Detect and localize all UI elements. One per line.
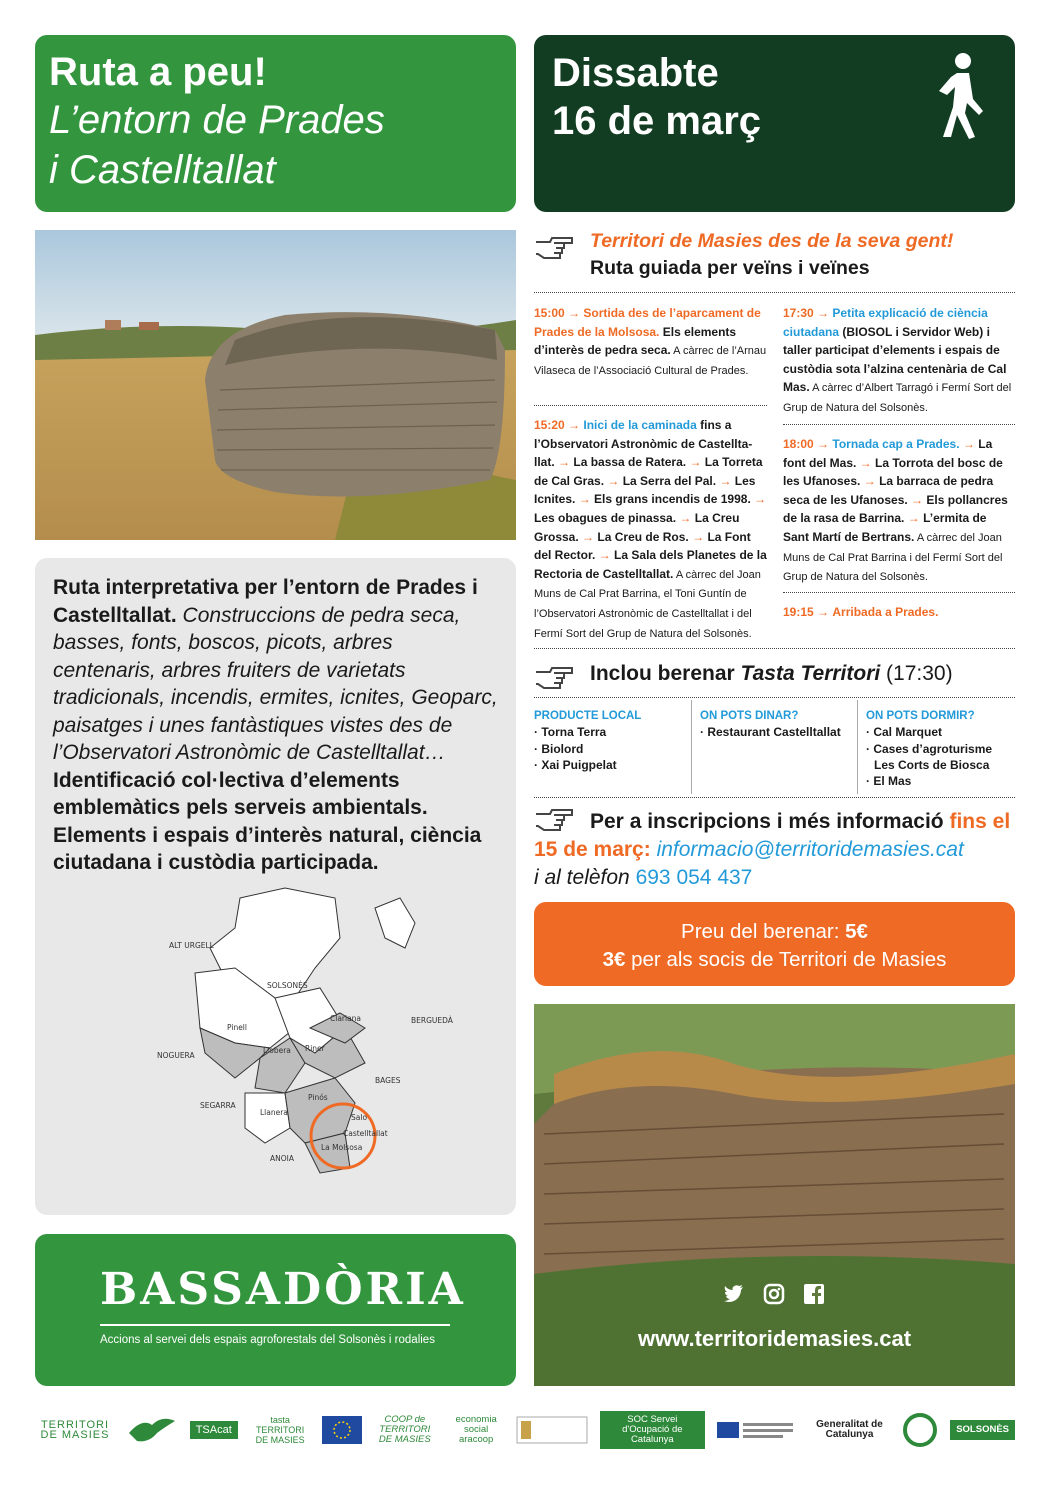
stop: La Font del Rector.: [534, 529, 751, 563]
title-box: [35, 35, 516, 212]
phone-number[interactable]: 693 054 437: [629, 866, 753, 889]
time-1915: 19:15: [783, 605, 814, 619]
list-item: · El Mas: [866, 774, 912, 789]
logo-aracoop: economia social aracoop: [455, 1414, 497, 1445]
map-label-noguera: NOGUERA: [157, 1051, 195, 1060]
list-item: · Torna Terra: [534, 725, 607, 740]
info-lead: Per a inscripcions i més informació: [590, 810, 944, 833]
sponsor-logos: [35, 1410, 1015, 1450]
map-label-pinell: Pinell: [227, 1023, 247, 1032]
intro-italic: Construccions de pedra seca, basses, fonts, boscos, picots, arbres centenaris, arbres fruiters de varietats tradicionals, incendis, ermites, icnites, Geoparc, paisatges i unes fantàstiques vistes des de l’Observatori Astronòmic de Castelltallat…: [53, 603, 498, 764]
divider: [534, 797, 1015, 798]
column-head: ON POTS DINAR?: [700, 710, 799, 722]
walking-person-icon: [929, 51, 989, 141]
twitter-icon[interactable]: [724, 1284, 744, 1302]
website-link[interactable]: www.territoridemasies.cat: [637, 1326, 912, 1351]
logo-soc: SOC Servei d'Ocupació de Catalunya: [600, 1411, 705, 1449]
schedule-item-1730: 17:30 → Petita explicació de ciència ciutadana (BIOSOL i Servidor Web) i taller participat d’elements i espais de custòdia sota l’alzina centenària de Cal Mas. A càrrec d’Albert Tarragó i Fermí Sort del Grup de Natura del Solsonès.: [783, 306, 1012, 414]
phone-label: i al telèfon: [534, 866, 630, 889]
map-label-llobera: Llobera: [263, 1046, 291, 1055]
schedule-1520-note: A càrrec del Joan Muns de Cal Prat Barrina, el Toni Guntín de l’Observatori Astronòmic de Castelltallat i del Fermí Sort del Grup de Natura del Solsonès.: [534, 568, 761, 640]
price-box: [534, 902, 1015, 986]
stop: Els pollancres de la rasa de Barrina.: [783, 492, 1008, 526]
column-divider: [691, 700, 692, 794]
includes-italic: Tasta Territori: [740, 662, 881, 685]
divider: [534, 405, 767, 406]
green-circle-logo: [902, 1412, 938, 1448]
brand-name: BASSADÒRIA: [100, 1264, 466, 1315]
map-label-segarra: SEGARRA: [200, 1101, 236, 1110]
ministry-logo: [517, 1417, 587, 1443]
list-item: · Restaurant Castelltallat: [700, 725, 841, 740]
pointing-hand-icon: [534, 234, 576, 260]
list-item: Les Corts de Biosca: [874, 757, 990, 772]
stop: La font del Mas.: [783, 437, 993, 470]
map-label-solsones: SOLSONÈS: [267, 981, 308, 990]
date-date: 16 de març: [552, 99, 762, 143]
stop: Les obagues de pinassa.: [534, 510, 677, 525]
column-head: PRODUCTE LOCAL: [534, 710, 642, 722]
schedule-1800-highlight: Tornada cap a Prades.: [832, 437, 960, 451]
bird-logo: [127, 1413, 177, 1447]
time-1500: 15:00: [534, 306, 565, 320]
instagram-icon[interactable]: [764, 1284, 784, 1304]
schedule-1520-bold: fins a l’Observatori Astronòmic de Castellta-llat.: [534, 418, 753, 470]
stop: La Creu Grossa.: [534, 510, 740, 544]
intro-closing: Identificació col·lectiva d’elements emblemàtics pels serveis ambientals. Elements i espais d’interès natural, ciència ciutadana i custòdia participada.: [53, 768, 482, 874]
includes-time: (17:30): [880, 662, 953, 685]
title-line3: i Castelltallat: [49, 148, 276, 192]
divider: [534, 697, 1015, 698]
schedule-1520-highlight: Inici de la caminada: [583, 418, 697, 432]
map-label-la-molsosa: La Molsosa: [321, 1143, 363, 1152]
eu-employment-logo: [717, 1417, 797, 1443]
date-day: Dissabte: [552, 51, 719, 95]
schedule-item-1500: 15:00 → Sortida des de l’aparcament de Prades de la Molsosa. Els elements d’interès de pedra seca. A càrrec de l’Arnau Vilaseca de l’Associació Cultural de Prades.: [534, 306, 767, 377]
map-label-riner: Riner: [305, 1044, 325, 1053]
bassadoria-box: [35, 1234, 516, 1386]
description-box: [35, 558, 516, 1215]
schedule-1500-note: A càrrec de l’Arnau Vilaseca de l’Associació Cultural de Prades.: [534, 345, 767, 377]
stop: La Torrota del bosc de les Ufanoses.: [783, 455, 1003, 489]
map-label-pinos: Pinós: [308, 1093, 328, 1102]
eu-flag-logo: [322, 1416, 362, 1444]
region-map: [105, 878, 453, 1193]
stop: Les Icnites.: [534, 473, 756, 507]
stop: La bassa de Ratera.: [573, 455, 687, 470]
time-1730: 17:30: [783, 306, 814, 320]
date-box: [534, 35, 1015, 212]
map-label-salo: Salo: [351, 1113, 368, 1122]
divider: [534, 292, 1015, 293]
stone-wall-photo: [534, 1004, 1015, 1386]
stop: La Creu de Ros.: [597, 529, 689, 544]
list-item: · Cases d’agroturisme: [866, 741, 993, 756]
column-lunch: [700, 708, 860, 741]
price-value: 5€: [845, 920, 868, 943]
brand-tagline: Accions al servei dels espais agroforestals del Solsonès i rodalies: [100, 1334, 435, 1346]
stop: La Sala dels Planetes de la Rectoria de Castelltallat.: [534, 548, 767, 581]
map-label-clariana: Clariana: [330, 1014, 362, 1023]
registration-info: [534, 806, 1015, 892]
schedule-1800-note: A càrrec del Joan Muns de Cal Prat Barrina i del Fermí Sort del Grup de Natura del Solsonès.: [783, 531, 1003, 584]
schedule-1500-highlight: Sortida des de l’aparcament de Prades de la Molsosa.: [534, 306, 761, 339]
email-link[interactable]: informacio@territoridemasies.cat: [650, 838, 964, 861]
list-item: · Biolord: [534, 741, 584, 756]
schedule-item-1520: 15:20 → Inici de la caminada fins a l’Observatori Astronòmic de Castellta-llat. → La bassa de Ratera. → La Torreta de Cal Gras. → La Serra del Pal. → Les Icnites. → Els grans incendis de 1998. → Les obagues de pinassa. → La Creu Grossa. → La Creu de Ros. → La Font del Rector. → La Sala dels Planetes de la Rectoria de Castelltallat. A càrrec del Joan Muns de Cal Prat Barrina, el Toni Guntín de l’Observatori Astronòmic de Castelltallat i del Fermí Sort del Grup de Natura del Solsonès.: [534, 418, 767, 640]
stop: Els grans incendis de 1998.: [594, 492, 751, 507]
stop: La barraca de pedra seca de les Ufanoses.: [783, 474, 994, 507]
social-icons: [724, 1284, 824, 1304]
schedule-1730-bold: (BIOSOL i Servidor Web) i taller participat d’elements i espais de custòdia sota l’alzina centenària de Cal Mas.: [783, 324, 1007, 395]
logo-tsacat: TSAcat: [190, 1421, 238, 1439]
divider: [534, 648, 1015, 649]
column-head: ON POTS DORMIR?: [866, 710, 975, 722]
time-1520: 15:20: [534, 418, 565, 432]
schedule-1730-highlight: Petita explicació de ciència ciutadana: [783, 306, 988, 339]
logo-territori-de-masies: TERRITORI DE MASIES: [40, 1419, 110, 1441]
column-sleep: [866, 708, 1015, 789]
map-label-llanera: Llanera: [260, 1108, 288, 1117]
facebook-icon[interactable]: [804, 1284, 824, 1304]
divider: [783, 592, 1015, 593]
title-line2: L’entorn de Prades: [49, 98, 385, 142]
includes-row: [534, 660, 1015, 690]
section-subhead: Ruta guiada per veïns i veïnes: [590, 257, 870, 279]
stop: L’ermita de Sant Martí de Bertrans.: [783, 511, 987, 544]
intro-lead: Ruta interpretativa per l’entorn de Prades i Castelltallat.: [53, 576, 478, 627]
list-item: · Xai Puigpelat: [534, 757, 617, 772]
map-label-castelltallat: Castelltallat: [343, 1129, 388, 1138]
logo-tasta: tasta TERRITORI DE MASIES: [255, 1415, 305, 1445]
map-label-bergueda: BERGUEDÀ: [411, 1016, 453, 1025]
section-headline: Territori de Masies des de la seva gent!: [590, 230, 954, 252]
map-label-anoia: ANOIA: [270, 1154, 294, 1163]
price-label: Preu del berenar:: [681, 920, 846, 943]
schedule-1730-note: A càrrec d’Albert Tarragó i Fermí Sort del Grup de Natura del Solsonès.: [783, 382, 1012, 414]
logo-coop: COOP de TERRITORI DE MASIES: [378, 1414, 431, 1445]
member-price-label: per als socis de Territori de Masies: [625, 948, 947, 971]
brand-divider: [100, 1324, 450, 1326]
info-deadline: fins el 15 de març:: [534, 810, 1011, 861]
logo-solsones: SOLSONÈS: [950, 1420, 1015, 1440]
stop: La Torreta de Cal Gras.: [534, 455, 763, 488]
column-local-product: [534, 708, 684, 773]
list-item: · Cal Marquet: [866, 725, 943, 740]
map-label-bages: BAGES: [375, 1076, 401, 1085]
stone-hut-photo: [35, 230, 516, 540]
divider: [783, 424, 1015, 425]
schedule-1500-bold: Els elements d’interès de pedra seca.: [534, 324, 737, 358]
stop: La Serra del Pal.: [622, 473, 717, 488]
column-divider: [857, 700, 858, 794]
includes-pre: Inclou berenar: [590, 662, 741, 685]
pointing-hand-icon: [534, 806, 576, 832]
schedule-1915-highlight: Arribada a Prades.: [832, 605, 939, 619]
map-label-alt-urgell: ALT URGELL: [169, 941, 214, 950]
time-1800: 18:00: [783, 437, 814, 451]
schedule-item-1915: 19:15 → Arribada a Prades.: [783, 605, 939, 619]
member-price-value: 3€: [602, 948, 626, 971]
pointing-hand-icon: [534, 664, 576, 690]
title-line1: Ruta a peu!: [49, 50, 267, 94]
schedule-item-1800: 18:00 → Tornada cap a Prades. → La font del Mas. → La Torrota del bosc de les Ufanoses. → La barraca de pedra seca de les Ufanoses. → Els pollancres de la rasa de Barrina. → L’ermita de Sant Martí de Bertrans. A càrrec del Joan Muns de Cal Prat Barrina i del Fermí Sort del Grup de Natura del Solsonès.: [783, 437, 1008, 584]
logo-generalitat: Generalitat de Catalunya: [816, 1419, 883, 1440]
